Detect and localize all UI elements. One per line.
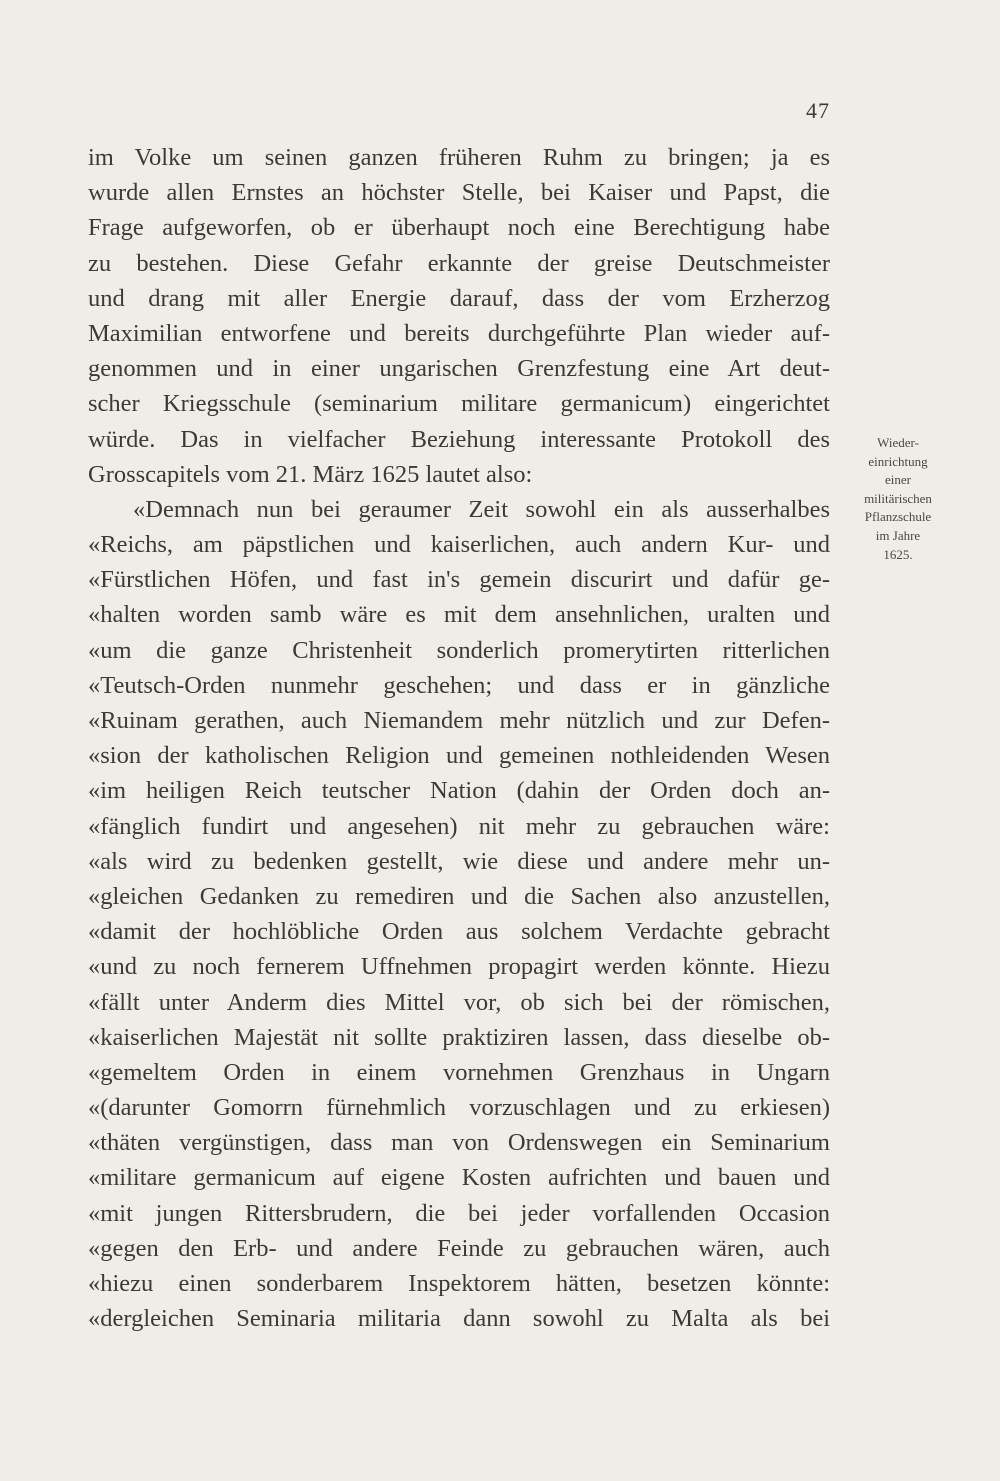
text-line: wurde allen Ernstes an höchster Stelle, bei Kaiser und Papst, die [88,179,830,207]
margin-note-line: militärischen [864,490,932,506]
text-line: Grosscapitels vom 21. März 1625 lautet also: [88,460,533,488]
margin-note-line: Pflanzschule [864,509,932,525]
text-line: «halten worden samb wäre es mit dem ansehnlichen, uralten und [88,601,830,629]
text-line: «gemeltem Orden in einem vornehmen Grenzhaus in Ungarn [88,1058,830,1086]
page-number: 47 [806,98,830,123]
margin-note-line: 1625. [883,546,913,562]
text-line: «sion der katholischen Religion und gemeinen nothleidenden Wesen [88,742,830,770]
margin-note [838,434,958,564]
text-line: genommen und in einer ungarischen Grenzfestung eine Art deut- [88,355,830,383]
text-line: «hiezu einen sonderbarem Inspektorem hätten, besetzen könnte: [88,1270,830,1297]
text-line: «Teutsch-Orden nunmehr geschehen; und dass er in gänzliche [88,671,830,699]
text-line: «Demnach nun bei geraumer Zeit sowohl ein als ausserhalbes [133,495,830,523]
text-line: «(darunter Gomorrn fürnehmlich vorzuschlagen und zu erkiesen) [88,1094,830,1122]
text-line: «damit der hochlöbliche Orden aus solchem Verdachte gebracht [88,918,830,946]
text-line: «thäten vergünstigen, dass man von Ordenswegen ein Seminarium [88,1129,830,1157]
text-line: «gleichen Gedanken zu remediren und die Sachen also anzustellen, [88,882,830,910]
text-line: «als wird zu bedenken gestellt, wie diese und andere mehr un- [88,847,830,875]
text-line: «Fürstlichen Höfen, und fast in's gemein discurirt und dafür ge- [88,566,830,594]
body-text [88,140,830,1336]
text-line: im Volke um seinen ganzen früheren Ruhm zu bringen; ja es [88,144,830,171]
text-line: «um die ganze Christenheit sonderlich promerytirten ritterlichen [88,636,830,664]
text-line: «kaiserlichen Majestät nit sollte praktiziren lassen, dass dieselbe ob- [88,1023,830,1051]
text-line: «gegen den Erb- und andere Feinde zu gebrauchen wären, auch [88,1234,830,1262]
text-line: würde. Das in vielfacher Beziehung interessante Protokoll des [88,425,830,453]
margin-note-line: im Jahre [875,527,921,543]
text-line: «im heiligen Reich teutscher Nation (dahin der Orden doch an- [88,777,830,805]
text-line: und drang mit aller Energie darauf, dass der vom Erzherzog [88,284,830,312]
margin-note-line: Wieder- [877,435,919,450]
text-line: «dergleichen Seminaria militaria dann sowohl zu Malta als bei [88,1305,830,1333]
text-line: «fällt unter Anderm dies Mittel vor, ob sich bei der römischen, [88,988,830,1016]
margin-note-line: einer [885,472,911,488]
text-line: Frage aufgeworfen, ob er überhaupt noch eine Berechtigung habe [88,214,830,242]
text-line: «mit jungen Rittersbrudern, die bei jeder vorfallenden Occasion [88,1199,830,1227]
text-line: Maximilian entworfene und bereits durchgeführte Plan wieder auf- [88,319,830,347]
text-line: «Reichs, am päpstlichen und kaiserlichen, auch andern Kur- und [88,531,830,559]
text-line: «fänglich fundirt und angesehen) nit mehr zu gebrauchen wäre: [88,812,830,840]
text-line: «Ruinam gerathen, auch Niemandem mehr nützlich und zur Defen- [88,707,830,734]
text-line: zu bestehen. Diese Gefahr erkannte der greise Deutschmeister [88,249,830,277]
margin-note-line: einrichtung [868,453,928,469]
text-line: «und zu noch fernerem Uffnehmen propagirt werden könnte. Hiezu [88,953,830,981]
text-line: scher Kriegsschule (seminarium militare germanicum) eingerichtet [88,390,830,418]
text-line: «militare germanicum auf eigene Kosten aufrichten und bauen und [88,1164,830,1192]
